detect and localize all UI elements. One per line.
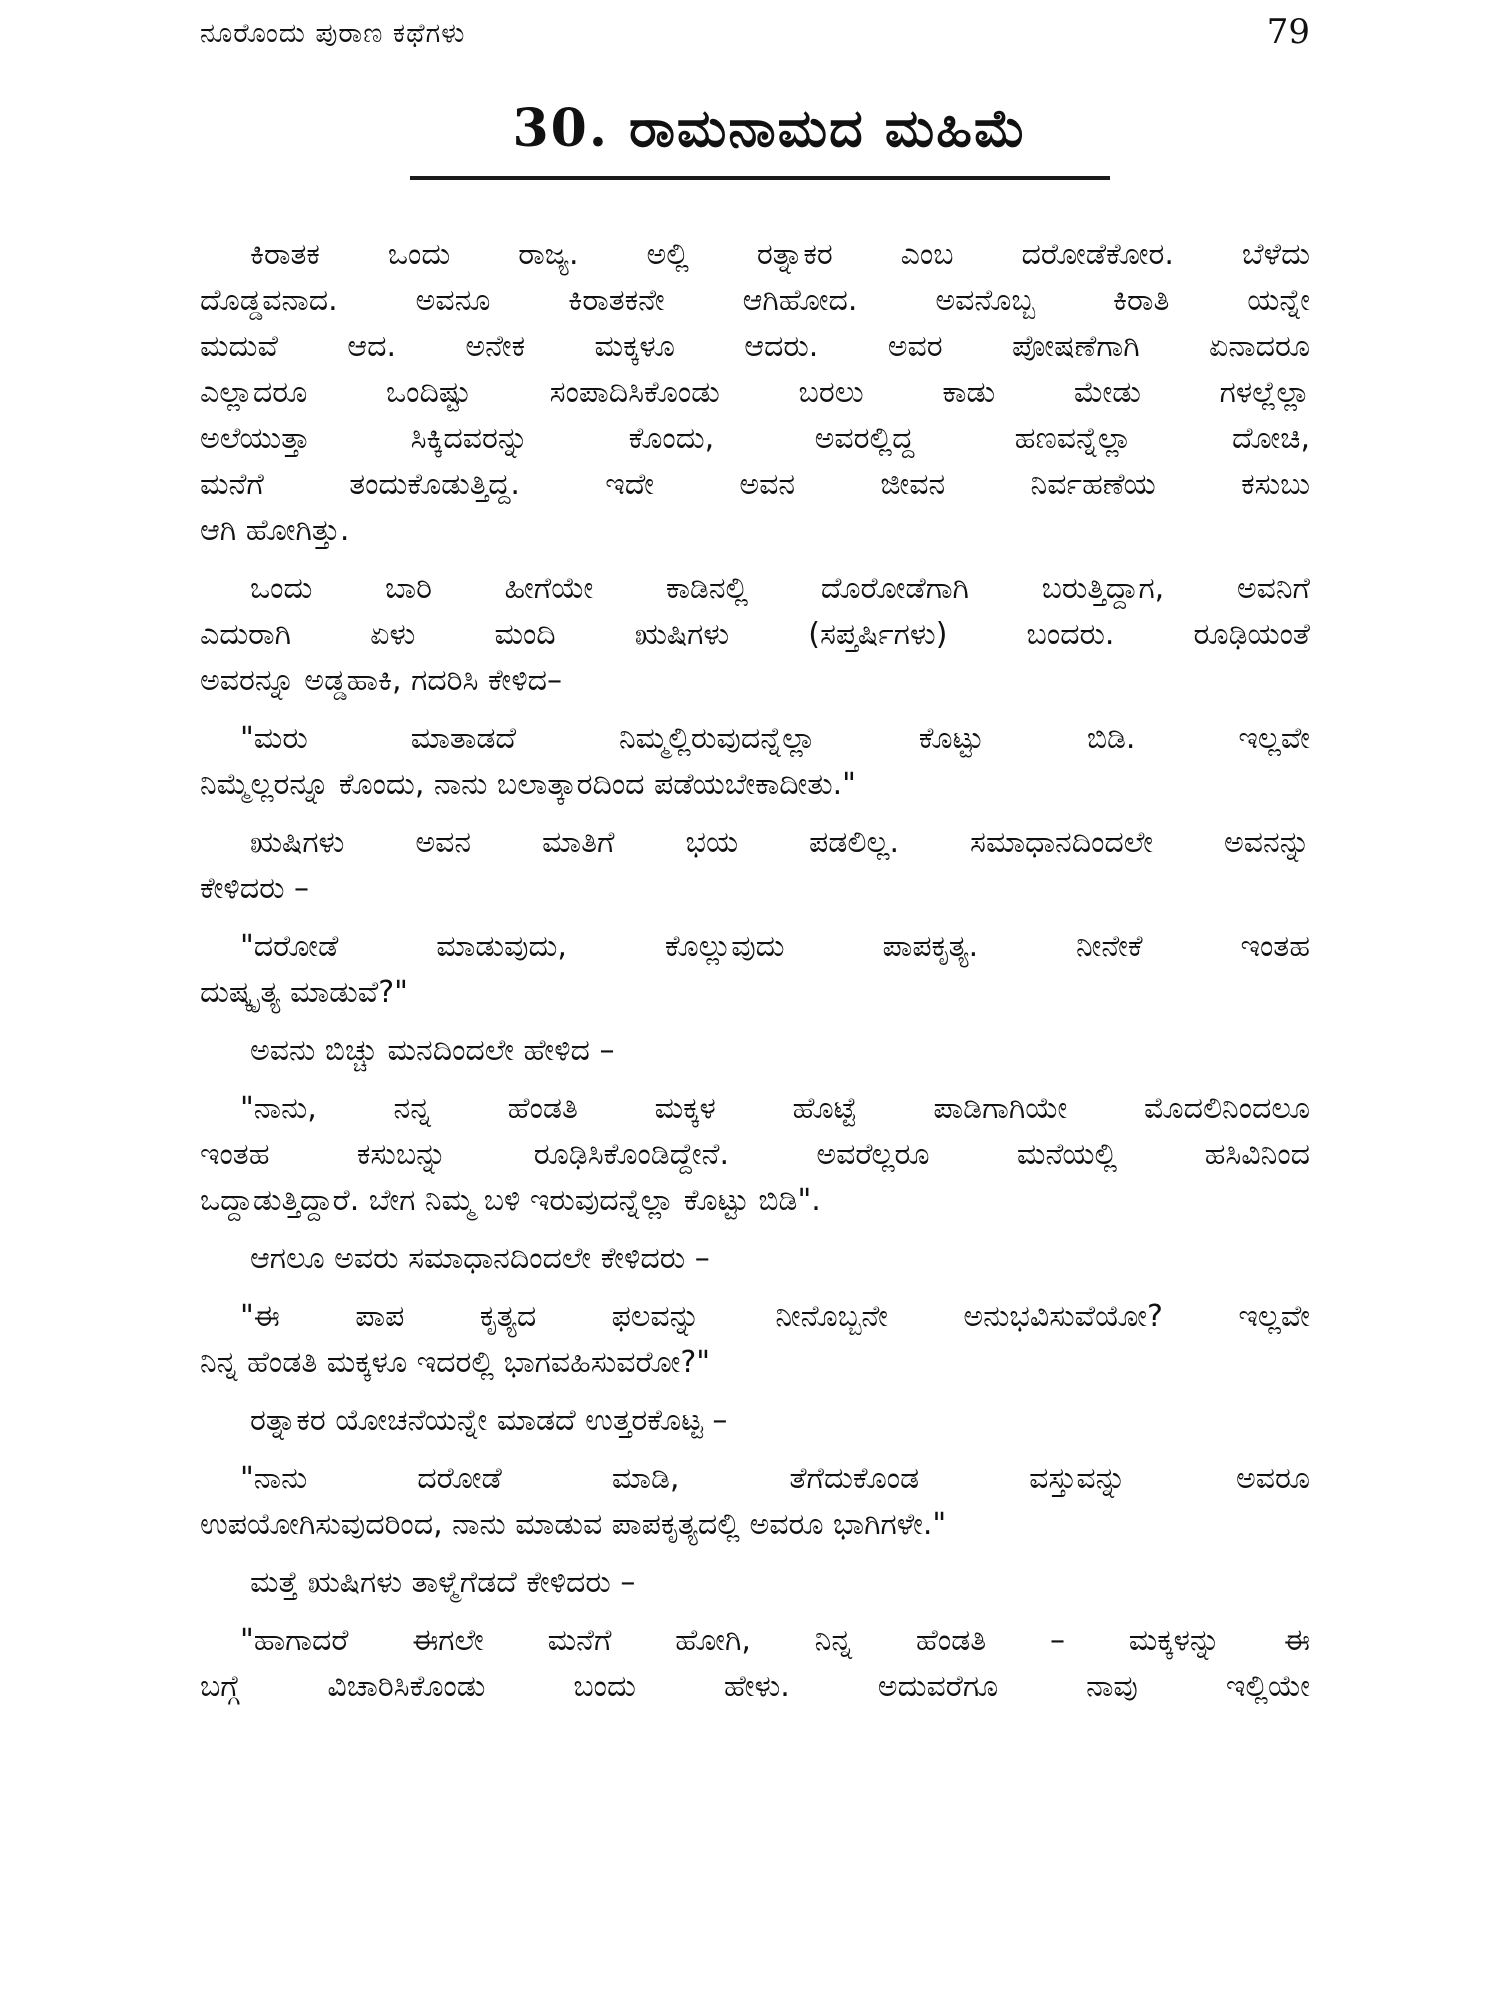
text-line: "ಮರು ಮಾತಾಡದೆ ನಿಮ್ಮಲ್ಲಿರುವುದನ್ನೆಲ್ಲಾ ಕೊಟ್ಟು ಬಿಡಿ. ಇಲ್ಲವೇ <box>240 721 1310 756</box>
paragraph <box>200 1236 1310 1282</box>
paragraph <box>200 716 1310 808</box>
paragraph <box>200 1398 1310 1444</box>
paragraph <box>200 1618 1310 1710</box>
text-line: ನಿನ್ನ ಹೆಂಡತಿ ಮಕ್ಕಳೂ ಇದರಲ್ಲಿ ಭಾಗವಹಿಸುವರೋ?" <box>200 1345 711 1380</box>
text-line: ಮದುವೆ ಆದ. ಅನೇಕ ಮಕ್ಕಳೂ ಆದರು. ಅವರ ಪೋಷಣೆಗಾಗಿ ಏನಾದರೂ <box>200 329 1310 364</box>
text-line: ಇಂತಹ ಕಸುಬನ್ನು ರೂಢಿಸಿಕೊಂಡಿದ್ದೇನೆ. ಅವರೆಲ್ಲರೂ ಮನೆಯಲ್ಲಿ ಹಸಿವಿನಿಂದ <box>200 1137 1310 1172</box>
paragraph <box>200 1456 1310 1548</box>
paragraph <box>200 1560 1310 1606</box>
text-line: ಮತ್ತೆ ಋಷಿಗಳು ತಾಳ್ಮೆಗೆಡದೆ ಕೇಳಿದರು – <box>250 1565 636 1600</box>
running-header <box>200 12 1310 62</box>
text-line: ನಿಮ್ಮೆಲ್ಲರನ್ನೂ ಕೊಂದು, ನಾನು ಬಲಾತ್ಕಾರದಿಂದ ಪಡೆಯಬೇಕಾದೀತು." <box>200 767 856 802</box>
text-line: ಆಗಲೂ ಅವರು ಸಮಾಧಾನದಿಂದಲೇ ಕೇಳಿದರು – <box>250 1241 710 1276</box>
chapter-body <box>200 232 1310 1722</box>
chapter-title <box>420 98 1120 160</box>
paragraph <box>200 1028 1310 1074</box>
text-line: ಒಂದು ಬಾರಿ ಹೀಗೆಯೇ ಕಾಡಿನಲ್ಲಿ ದೊರೋಡೆಗಾಗಿ ಬರುತ್ತಿದ್ದಾಗ, ಅವನಿಗೆ <box>250 571 1310 606</box>
paragraph <box>200 566 1310 704</box>
text-line: ಒದ್ದಾಡುತ್ತಿದ್ದಾರೆ. ಬೇಗ ನಿಮ್ಮ ಬಳಿ ಇರುವುದನ್ನೆಲ್ಲಾ ಕೊಟ್ಟು ಬಿಡಿ". <box>200 1183 821 1218</box>
title-underline <box>410 176 1110 180</box>
page-number: 79 <box>1266 12 1310 52</box>
chapter-title-text: ರಾಮನಾಮದ ಮಹಿಮೆ <box>629 99 1028 159</box>
text-line: "ಈ ಪಾಪ ಕೃತ್ಯದ ಫಲವನ್ನು ನೀನೊಬ್ಬನೇ ಅನುಭವಿಸುವೆಯೋ? ಇಲ್ಲವೇ <box>240 1299 1310 1334</box>
paragraph <box>200 232 1310 554</box>
text-line: ಕೇಳಿದರು – <box>200 871 310 906</box>
text-line: ಕಿರಾತಕ ಒಂದು ರಾಜ್ಯ. ಅಲ್ಲಿ ರತ್ನಾಕರ ಎಂಬ ದರೋಡೆಕೋರ. ಬೆಳೆದು <box>250 237 1310 272</box>
text-line: ಆಗಿ ಹೋಗಿತ್ತು. <box>200 513 350 548</box>
running-title: ನೂರೊಂದು ಪುರಾಣ ಕಥೆಗಳು <box>200 18 466 49</box>
paragraph <box>200 924 1310 1016</box>
text-line: "ನಾನು ದರೋಡೆ ಮಾಡಿ, ತೆಗೆದುಕೊಂಡ ವಸ್ತುವನ್ನು ಅವರೂ <box>240 1461 1310 1496</box>
text-line: "ದರೋಡೆ ಮಾಡುವುದು, ಕೊಲ್ಲುವುದು ಪಾಪಕೃತ್ಯ. ನೀನೇಕೆ ಇಂತಹ <box>240 929 1310 964</box>
paragraph <box>200 1086 1310 1224</box>
text-line: ಉಪಯೋಗಿಸುವುದರಿಂದ, ನಾನು ಮಾಡುವ ಪಾಪಕೃತ್ಯದಲ್ಲಿ ಅವರೂ ಭಾಗಿಗಳೇ." <box>200 1507 947 1542</box>
text-line: ದುಷ್ಕೃತ್ಯ ಮಾಡುವೆ?" <box>200 975 408 1010</box>
text-line: "ನಾನು, ನನ್ನ ಹೆಂಡತಿ ಮಕ್ಕಳ ಹೊಟ್ಟೆ ಪಾಡಿಗಾಗಿಯೇ ಮೊದಲಿನಿಂದಲೂ <box>240 1091 1310 1126</box>
text-line: ಅಲೆಯುತ್ತಾ ಸಿಕ್ಕಿದವರನ್ನು ಕೊಂದು, ಅವರಲ್ಲಿದ್ದ ಹಣವನ್ನೆಲ್ಲಾ ದೋಚಿ, <box>200 421 1310 456</box>
text-line: ದೊಡ್ಡವನಾದ. ಅವನೂ ಕಿರಾತಕನೇ ಆಗಿಹೋದ. ಅವನೊಬ್ಬ ಕಿರಾತಿ ಯನ್ನೇ <box>200 283 1310 318</box>
text-line: "ಹಾಗಾದರೆ ಈಗಲೇ ಮನೆಗೆ ಹೋಗಿ, ನಿನ್ನ ಹೆಂಡತಿ – ಮಕ್ಕಳನ್ನು ಈ <box>240 1623 1310 1658</box>
text-line: ಅವನು ಬಿಚ್ಚು ಮನದಿಂದಲೇ ಹೇಳಿದ – <box>250 1033 615 1068</box>
paragraph <box>200 820 1310 912</box>
text-line: ಮನೆಗೆ ತಂದುಕೊಡುತ್ತಿದ್ದ. ಇದೇ ಅವನ ಜೀವನ ನಿರ್ವಹಣೆಯ ಕಸುಬು <box>200 467 1310 502</box>
text-line: ಎಲ್ಲಾದರೂ ಒಂದಿಷ್ಟು ಸಂಪಾದಿಸಿಕೊಂಡು ಬರಲು ಕಾಡು ಮೇಡು ಗಳಲ್ಲೆಲ್ಲಾ <box>200 375 1310 410</box>
text-line: ಎದುರಾಗಿ ಏಳು ಮಂದಿ ಋಷಿಗಳು (ಸಪ್ತರ್ಷಿಗಳು) ಬಂದರು. ರೂಢಿಯಂತೆ <box>200 617 1310 652</box>
text-line: ಅವರನ್ನೂ ಅಡ್ಡಹಾಕಿ, ಗದರಿಸಿ ಕೇಳಿದ– <box>200 663 563 698</box>
text-line: ರತ್ನಾಕರ ಯೋಚನೆಯನ್ನೇ ಮಾಡದೆ ಉತ್ತರಕೊಟ್ಟ – <box>250 1403 728 1438</box>
text-line: ಋಷಿಗಳು ಅವನ ಮಾತಿಗೆ ಭಯ ಪಡಲಿಲ್ಲ. ಸಮಾಧಾನದಿಂದಲೇ ಅವನನ್ನು <box>250 825 1310 860</box>
text-line: ಬಗ್ಗೆ ವಿಚಾರಿಸಿಕೊಂಡು ಬಂದು ಹೇಳು. ಅದುವರೆಗೂ ನಾವು ಇಲ್ಲಿಯೇ <box>200 1669 1310 1704</box>
chapter-number: 30. <box>512 98 609 159</box>
paragraph <box>200 1294 1310 1386</box>
